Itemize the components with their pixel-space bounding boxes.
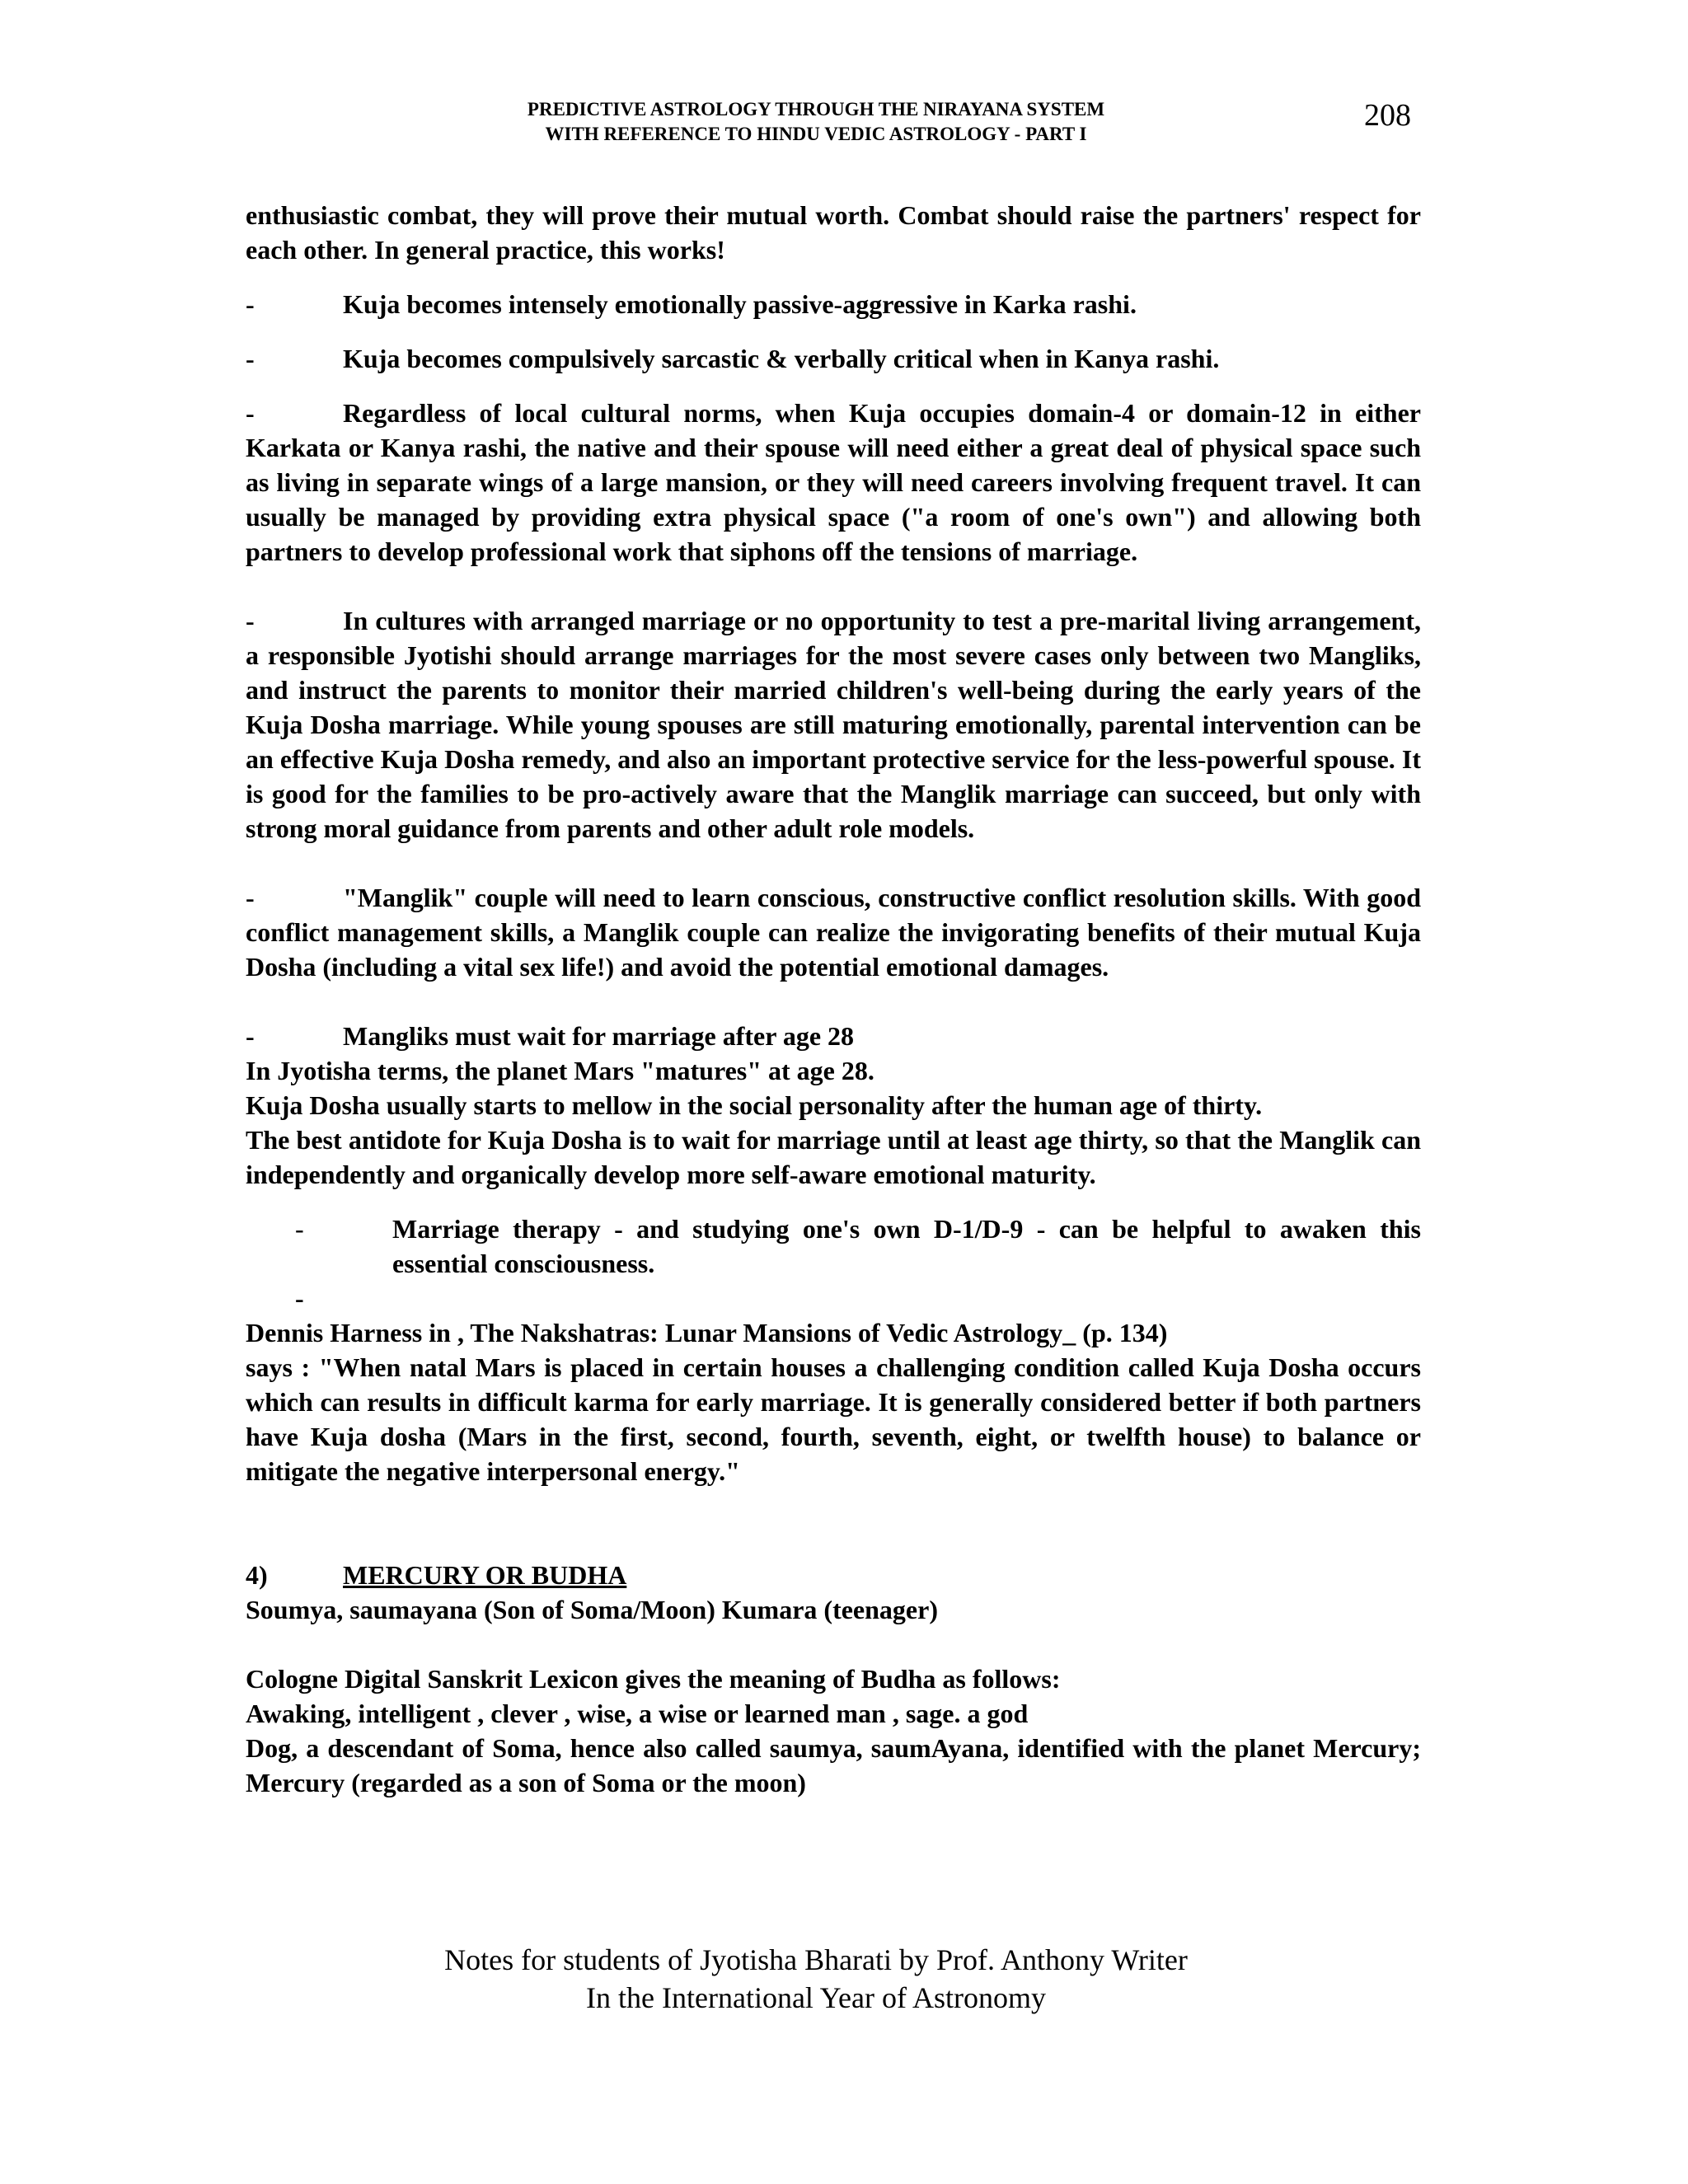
section-heading xyxy=(246,1558,1421,1592)
bullet-dash: - xyxy=(246,606,255,635)
citation-quote: says : "When natal Mars is placed in certain houses a challenging condition called Kuja Dosha occurs which can results in difficult karma for early marriage. It is generally considered better if both partners have Kuja dosha (Mars in the first, second, fourth, seventh, eight, or twelfth house) to balance or mitigate the negative interpersonal energy." xyxy=(246,1352,1421,1486)
bullet-dash: - xyxy=(246,289,255,319)
bullet-kanya xyxy=(246,341,1421,376)
running-footer xyxy=(330,1941,1302,2017)
bullet-karka xyxy=(246,287,1421,321)
section-title: MERCURY OR BUDHA xyxy=(343,1560,627,1590)
kuja-mellow-line: Kuja Dosha usually starts to mellow in the social personality after the human age of thirty. xyxy=(246,1090,1263,1120)
section-number: 4) xyxy=(246,1560,268,1590)
bullet-text: Regardless of local cultural norms, when Kuja occupies domain-4 or domain-12 in either Karkata or Kanya rashi, the native and their spouse will need either a great deal of physical space such as living in separate wings of a large mansion, or they will need careers involving frequent travel. It can usually be managed by providing extra physical space ("a room of one's own") and allowing both partners to develop professional work that siphons off the tensions of marriage. xyxy=(246,398,1421,566)
bullet-text: Mangliks must wait for marriage after age 28 xyxy=(343,1021,855,1051)
bullet-dash: - xyxy=(246,398,255,428)
bullet-wait-age-28 xyxy=(246,1019,1421,1053)
footer-line-1: Notes for students of Jyotisha Bharati by Prof. Anthony Writer xyxy=(444,1943,1188,1976)
bullet-domain-space xyxy=(246,396,1421,569)
bullet-dash: - xyxy=(295,1214,304,1244)
bullet-dash: - xyxy=(246,883,255,912)
header-line-1: PREDICTIVE ASTROLOGY THROUGH THE NIRAYANA SYSTEM xyxy=(527,99,1105,120)
lexicon-meaning-1: Awaking, intelligent , clever , wise, a wise or learned man , sage. a god xyxy=(246,1699,1029,1728)
bullet-text: Kuja becomes compulsively sarcastic & verbally critical when in Kanya rashi. xyxy=(343,344,1220,373)
bullet-text: "Manglik" couple will need to learn conscious, constructive conflict resolution skills. With good conflict management skills, a Manglik couple can realize the invigorating benefits of their mutual Kuja Dosha (including a vital sex life!) and avoid the potential emotional damages. xyxy=(246,883,1421,982)
bullet-text: Kuja becomes intensely emotionally passive-aggressive in Karka rashi. xyxy=(343,289,1137,319)
header-line-2: WITH REFERENCE TO HINDU VEDIC ASTROLOGY - PART I xyxy=(545,124,1087,144)
citation-line: Dennis Harness in , The Nakshatras: Lunar Mansions of Vedic Astrology_ (p. 134) xyxy=(246,1318,1168,1347)
lexicon-intro: Cologne Digital Sanskrit Lexicon gives the meaning of Budha as follows: xyxy=(246,1664,1061,1694)
paragraph-continuation: enthusiastic combat, they will prove their mutual worth. Combat should raise the partners' respect for each other. In general practice, this works! xyxy=(246,200,1421,265)
page-body xyxy=(246,198,1421,1800)
stray-dash: - xyxy=(295,1283,304,1313)
page-number: 208 xyxy=(1364,98,1411,133)
section-subtitle: Soumya, saumayana (Son of Soma/Moon) Kumara (teenager) xyxy=(246,1595,938,1624)
footer-line-2: In the International Year of Astronomy xyxy=(586,1981,1046,2014)
mars-matures-line: In Jyotisha terms, the planet Mars "matures" at age 28. xyxy=(246,1056,874,1085)
running-header xyxy=(330,97,1302,147)
bullet-conflict-resolution xyxy=(246,880,1421,984)
bullet-dash: - xyxy=(246,344,255,373)
bullet-arranged-marriage xyxy=(246,603,1421,846)
lexicon-meaning-2: Dog, a descendant of Soma, hence also called saumya, saumAyana, identified with the planet Mercury; Mercury (regarded as a son of Soma or the moon) xyxy=(246,1733,1421,1797)
bullet-text: In cultures with arranged marriage or no opportunity to test a pre-marital living arrangement, a responsible Jyotishi should arrange marriages for the most severe cases only between two Mangliks, and instruct the parents to monitor their married children's well-being during the early years of the Kuja Dosha marriage. While young spouses are still maturing emotionally, parental intervention can be an effective Kuja Dosha remedy, and also an important protective service for the less-powerful spouse. It is good for the families to be pro-actively aware that the Manglik marriage can succeed, but only with strong moral guidance from parents and other adult role models. xyxy=(246,606,1421,843)
bullet-text: Marriage therapy - and studying one's own D-1/D-9 - can be helpful to awaken this essential consciousness. xyxy=(392,1214,1421,1278)
antidote-paragraph: The best antidote for Kuja Dosha is to wait for marriage until at least age thirty, so that the Manglik can independently and organically develop more self-aware emotional maturity. xyxy=(246,1125,1421,1189)
sub-bullet-marriage-therapy xyxy=(295,1212,1421,1281)
bullet-dash: - xyxy=(246,1021,255,1051)
